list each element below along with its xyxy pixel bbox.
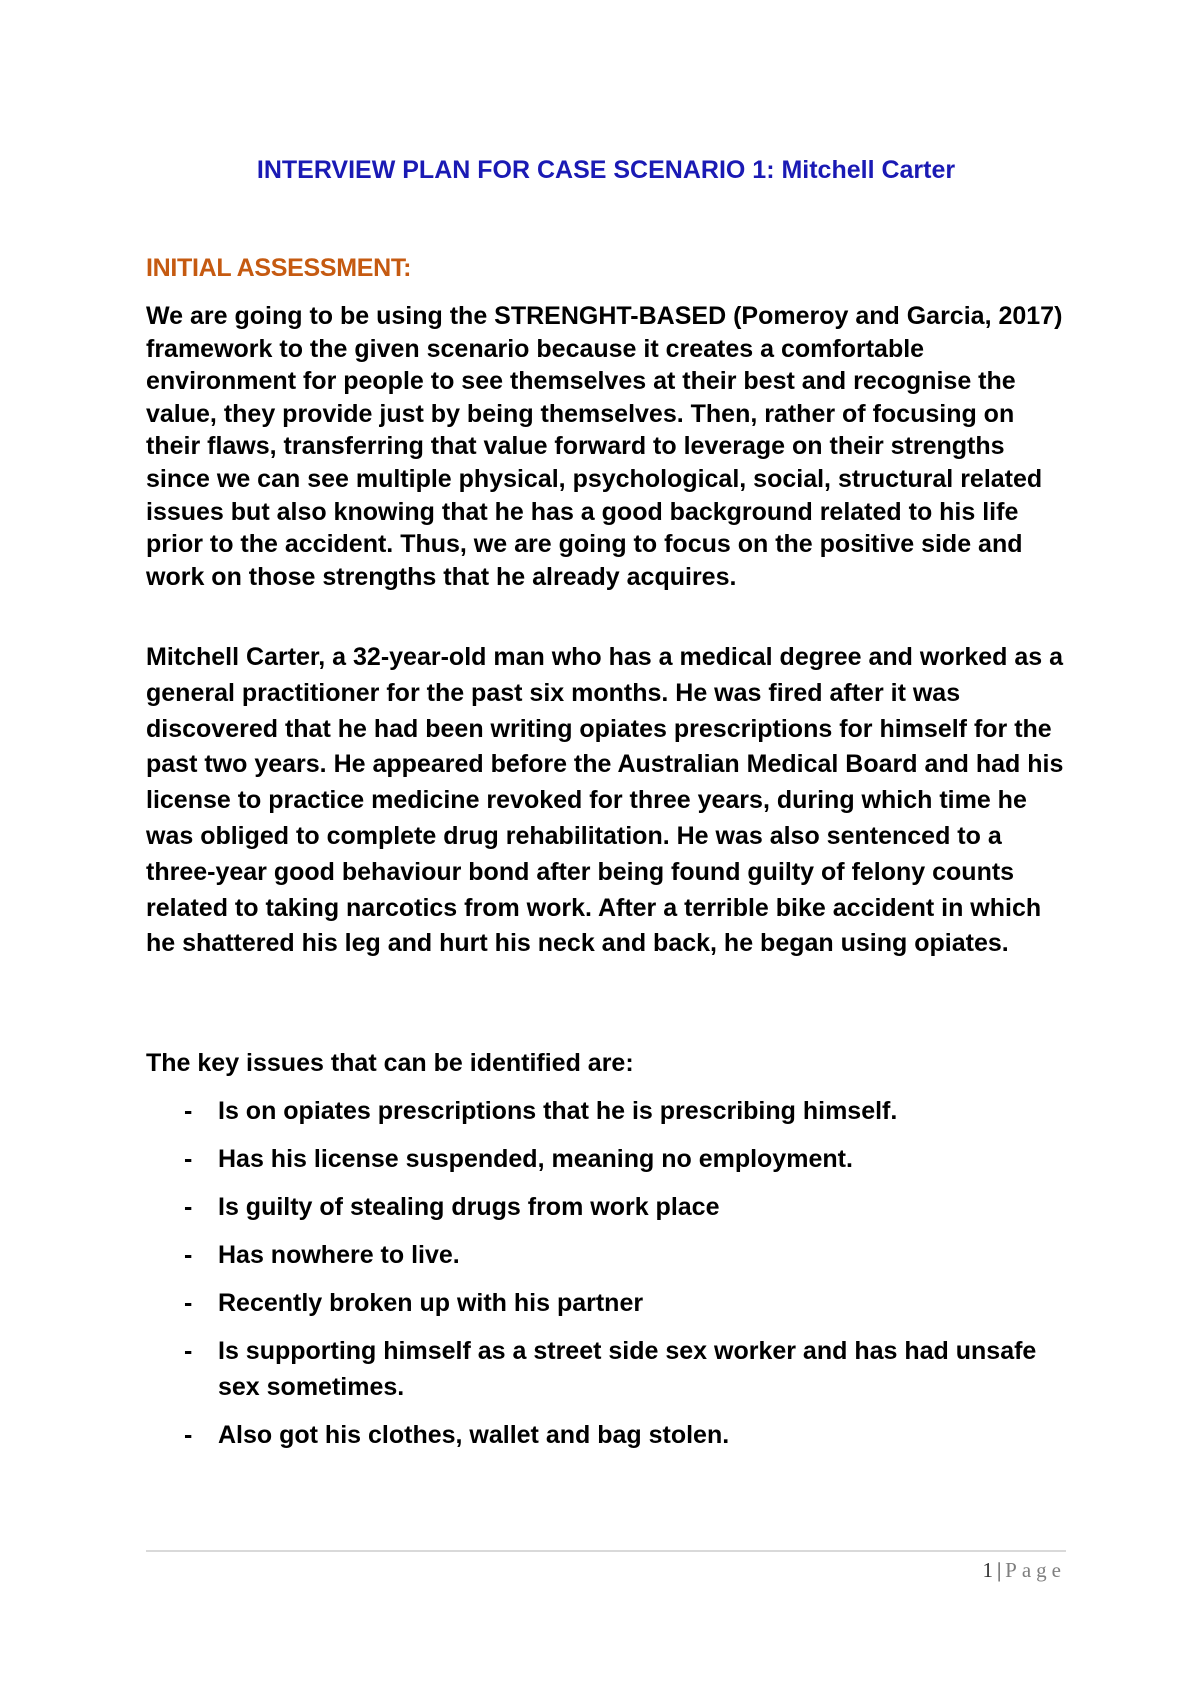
list-item [146, 1417, 1066, 1453]
page-label: Page [1005, 1558, 1066, 1582]
paragraph-key-issues-intro: The key issues that can be identified are: [146, 1049, 634, 1077]
document-page [146, 0, 1066, 1698]
footer-separator: | [996, 1558, 1002, 1582]
list-item [146, 1237, 1066, 1273]
list-item-text: Also got his clothes, wallet and bag stolen. [218, 1421, 730, 1449]
bullet-dash: - [184, 1097, 193, 1125]
bullet-dash: - [184, 1241, 193, 1269]
framework-name: STRENGHT-BASED [494, 302, 727, 330]
list-item [146, 1333, 1066, 1405]
bullet-dash: - [184, 1193, 193, 1221]
key-issues-list [146, 1093, 1066, 1465]
list-item [146, 1285, 1066, 1321]
document-title: INTERVIEW PLAN FOR CASE SCENARIO 1: Mitchell Carter [256, 156, 956, 184]
list-item-text: Has his license suspended, meaning no employment. [218, 1145, 853, 1173]
bullet-dash: - [184, 1421, 193, 1449]
page-number: 1 [982, 1558, 993, 1582]
paragraph-framework-intro: We are going to be using the [146, 302, 495, 330]
list-item-text: Has nowhere to live. [218, 1241, 460, 1269]
footer-divider [146, 1550, 1066, 1552]
bullet-dash: - [184, 1289, 193, 1317]
page-footer [982, 1558, 1066, 1583]
paragraph-case-summary: Mitchell Carter, a 32-year-old man who has a medical degree and worked as a general practitioner for the past six months. He was fired after it was discovered that he had been writing opiates prescriptions for himself for the past two years. He appeared before the Australian Medical Board and had his license to practice medicine revoked for three years, during which time he was obliged to complete drug rehabilitation. He was also sentenced to a three-year good behaviour bond after being found guilty of felony counts related to taking narcotics from work. After a terrible bike accident in which he shattered his leg and hurt his neck and back, he began using opiates. [146, 643, 1064, 958]
list-item-text: Recently broken up with his partner [218, 1289, 644, 1317]
list-item-text: Is guilty of stealing drugs from work place [218, 1193, 720, 1221]
paragraph-framework [146, 300, 1066, 593]
list-item [146, 1189, 1066, 1225]
bullet-dash: - [184, 1145, 193, 1173]
paragraph-framework-rest: (Pomeroy and Garcia, 2017) framework to the given scenario because it creates a comfortable environment for people to see themselves at their best and recognise the value, they provide just by being themselves. Then, rather of focusing on their flaws, transferring that value forward to leverage on their strengths since we can see multiple physical, psychological, social, structural related issues but also knowing that he has a good background related to his life prior to the accident. Thus, we are going to focus on the positive side and work on those strengths that he already acquires. [146, 302, 1063, 591]
bullet-dash: - [184, 1337, 193, 1365]
list-item [146, 1093, 1066, 1129]
list-item-text: Is on opiates prescriptions that he is prescribing himself. [218, 1097, 898, 1125]
list-item [146, 1141, 1066, 1177]
section-heading-initial-assessment: INITIAL ASSESSMENT: [146, 254, 412, 282]
list-item-text: Is supporting himself as a street side sex worker and has had unsafe sex sometimes. [218, 1337, 1037, 1401]
